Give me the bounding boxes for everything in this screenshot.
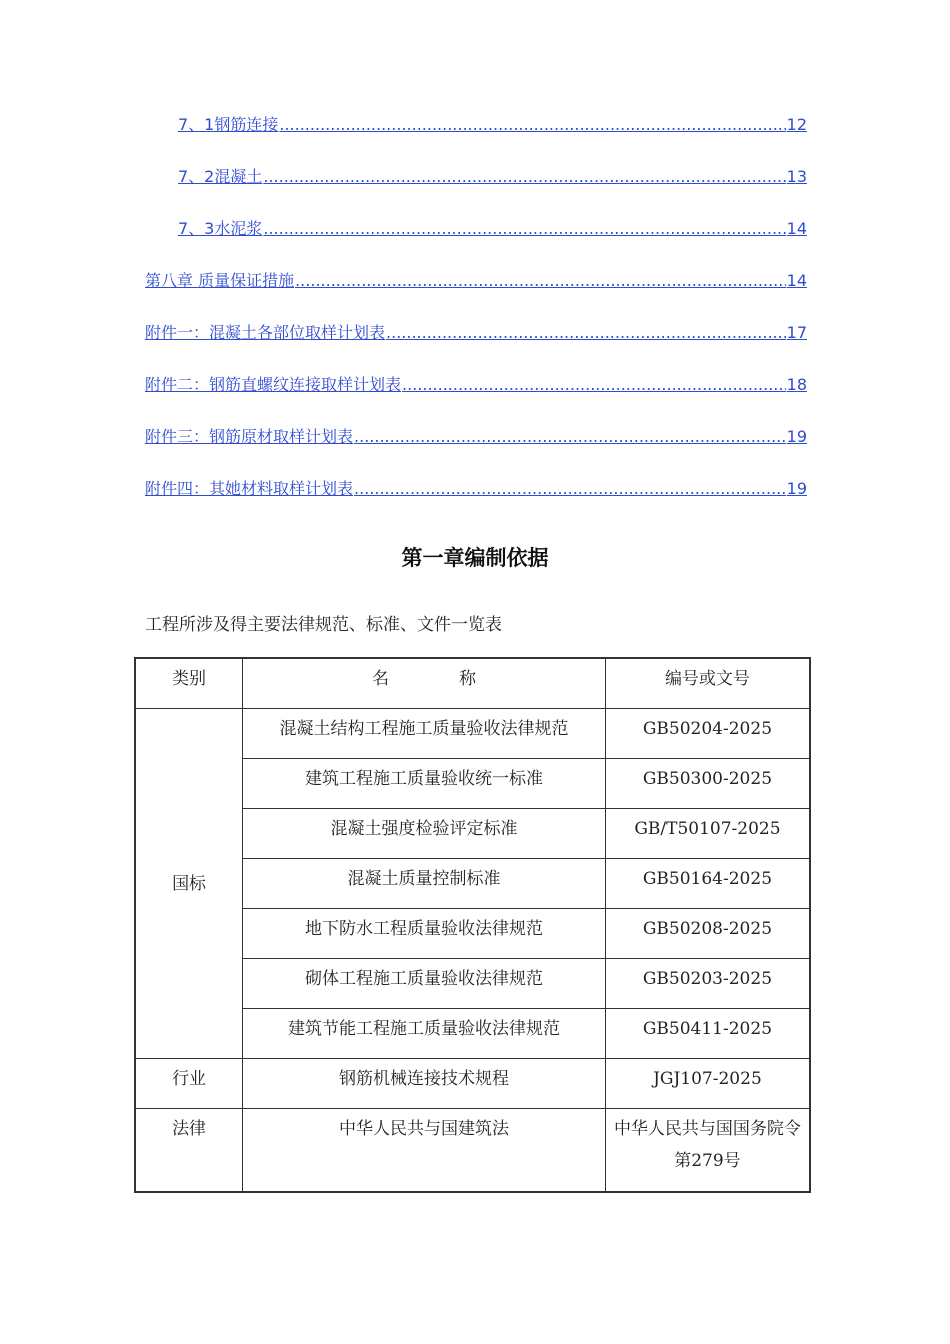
table-caption: 工程所涉及得主要法律规范、标准、文件一览表 <box>145 615 502 635</box>
toc-label: 附件一：混凝土各部位取样计划表 <box>145 323 386 342</box>
table-row <box>135 1109 810 1193</box>
toc-leader <box>354 479 786 498</box>
standard-code: GB50203-2025 <box>605 959 810 1009</box>
toc-leader <box>263 167 785 186</box>
toc-page-number: 19 <box>786 479 807 498</box>
toc-link-appendix-2[interactable] <box>145 372 807 424</box>
standard-name: 地下防水工程质量验收法律规范 <box>243 909 606 959</box>
toc-page-number: 14 <box>786 271 807 290</box>
table-header-row <box>135 658 810 709</box>
standard-name: 钢筋机械连接技术规程 <box>243 1059 606 1109</box>
toc-link-7-2[interactable] <box>145 164 807 216</box>
toc-leader <box>263 219 785 238</box>
standard-code: GB50208-2025 <box>605 909 810 959</box>
standard-code: GB50204-2025 <box>605 709 810 759</box>
toc-label: 7、1钢筋连接 <box>178 115 279 134</box>
standard-name: 中华人民共与国建筑法 <box>243 1109 606 1193</box>
toc-leader <box>386 323 786 342</box>
toc-page-number: 19 <box>786 427 807 446</box>
regulations-table <box>134 657 811 1193</box>
toc-leader <box>279 115 785 134</box>
standard-code: GB50164-2025 <box>605 859 810 909</box>
category-industry: 行业 <box>135 1059 243 1109</box>
standard-code: 中华人民共与国国务院令第279号 <box>605 1109 810 1193</box>
table-row <box>135 1059 810 1109</box>
toc-link-appendix-1[interactable] <box>145 320 807 372</box>
toc-leader <box>402 375 786 394</box>
toc-label: 附件三：钢筋原材取样计划表 <box>145 427 354 446</box>
header-category: 类别 <box>135 658 243 709</box>
toc-page-number: 13 <box>786 167 807 186</box>
standard-name: 混凝土结构工程施工质量验收法律规范 <box>243 709 606 759</box>
toc-label: 第八章 质量保证措施 <box>145 271 295 290</box>
toc-page-number: 12 <box>786 115 807 134</box>
toc-label: 附件四：其她材料取样计划表 <box>145 479 354 498</box>
standard-name: 混凝土质量控制标准 <box>243 859 606 909</box>
toc-page-number: 14 <box>786 219 807 238</box>
standard-name: 混凝土强度检验评定标准 <box>243 809 606 859</box>
header-name-part1: 名 <box>372 669 389 689</box>
toc-label: 7、2混凝土 <box>178 167 263 186</box>
chapter-title: 第一章编制依据 <box>401 546 549 570</box>
standard-code: GB50411-2025 <box>605 1009 810 1059</box>
table-of-contents <box>145 112 807 528</box>
standard-code: JGJ107-2025 <box>605 1059 810 1109</box>
standard-code: GB50300-2025 <box>605 759 810 809</box>
standard-name: 建筑工程施工质量验收统一标准 <box>243 759 606 809</box>
toc-link-7-3[interactable] <box>145 216 807 268</box>
toc-page-number: 17 <box>786 323 807 342</box>
toc-label: 附件二：钢筋直螺纹连接取样计划表 <box>145 375 402 394</box>
category-law: 法律 <box>135 1109 243 1193</box>
toc-leader <box>354 427 786 446</box>
toc-link-appendix-4[interactable] <box>145 476 807 528</box>
toc-link-appendix-3[interactable] <box>145 424 807 476</box>
category-national: 国标 <box>135 709 243 1059</box>
toc-link-7-1[interactable] <box>145 112 807 164</box>
standard-code: GB/T50107-2025 <box>605 809 810 859</box>
standard-name: 砌体工程施工质量验收法律规范 <box>243 959 606 1009</box>
toc-page-number: 18 <box>786 375 807 394</box>
header-name-part2: 称 <box>459 669 476 689</box>
header-name <box>243 658 606 709</box>
toc-leader <box>295 271 786 290</box>
toc-label: 7、3水泥浆 <box>178 219 263 238</box>
toc-link-chapter-8[interactable] <box>145 268 807 320</box>
standard-name: 建筑节能工程施工质量验收法律规范 <box>243 1009 606 1059</box>
table-row <box>135 709 810 759</box>
header-code: 编号或文号 <box>605 658 810 709</box>
